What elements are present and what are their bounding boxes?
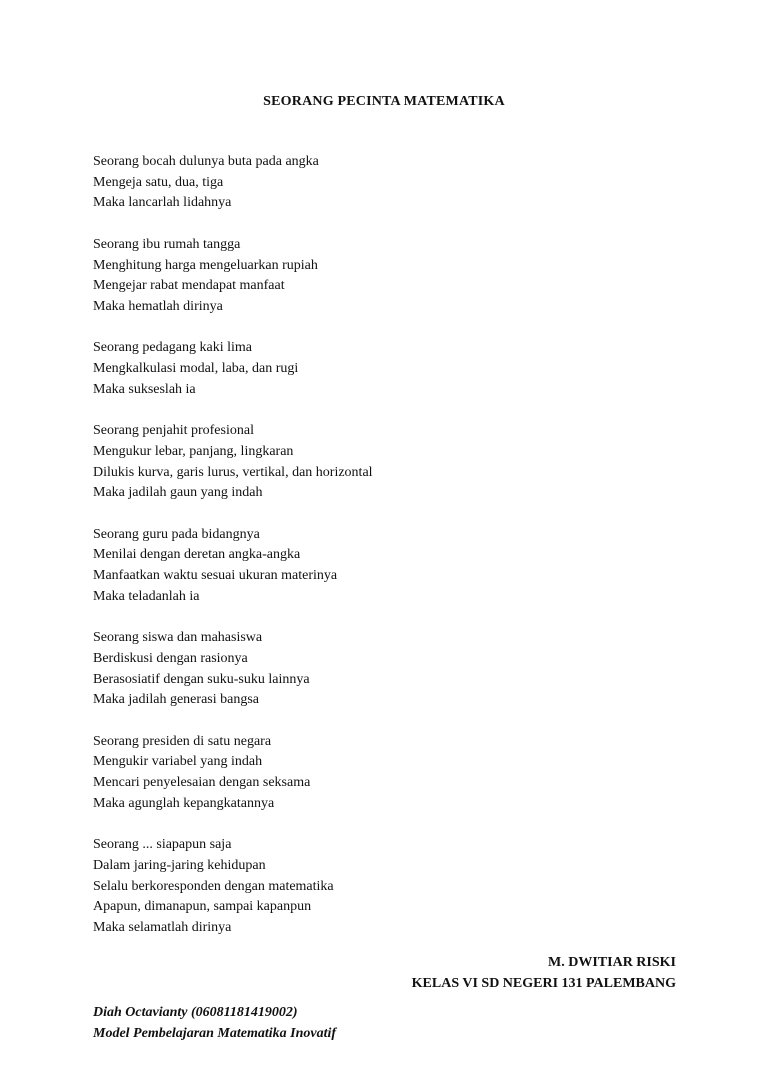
poem-line: Maka selamatlah dirinya [93,919,232,935]
poem-line: Mengkalkulasi modal, laba, dan rugi [93,361,299,376]
poem-line: Seorang ibu rumah tangga [93,236,241,252]
poem-line: Maka jadilah gaun yang indah [93,485,263,501]
poem-line: Seorang pedagang kaki lima [93,340,253,356]
poem-line: Menghitung harga mengeluarkan rupiah [93,257,318,273]
poem-line: Dalam jaring-jaring kehidupan [93,857,266,873]
poem-line: Seorang bocah dulunya buta pada angka [93,154,319,169]
document-title: SEORANG PECINTA MATEMATIKA [263,94,505,109]
stanza-6 [93,628,693,711]
poem-line: Maka agunglah kepangkatannya [93,795,275,811]
poem-line: Maka lancarlah lidahnya [93,195,232,211]
poem-line: Manfaatkan waktu sesuai ukuran materinya [93,568,338,583]
stanza-7 [93,732,693,815]
author-block [412,952,676,994]
poem-line: Selalu berkoresponden dengan matematika [93,878,334,894]
poem-line: Seorang guru pada bidangnya [93,526,260,542]
poem-line: Maka sukseslah ia [93,381,196,397]
poem-line: Mengeja satu, dua, tiga [93,174,224,190]
poem-line: Mengukir variabel yang indah [93,754,263,770]
stanza-8 [93,835,693,939]
poem-line: Maka teladanlah ia [93,588,200,604]
poem-line: Apapun, dimanapun, sampai kapanpun [93,899,312,915]
poem-line: Seorang ... siapapun saja [93,837,232,853]
footer-course: Model Pembelajaran Matematika Inovatif [93,1026,337,1041]
footer-author: Diah Octavianty (06081181419002) [93,1005,298,1020]
author-name: M. DWITIAR RISKI [548,955,676,970]
poem-line: Berdiskusi dengan rasionya [93,650,248,666]
stanza-3 [93,338,693,400]
author-class: KELAS VI SD NEGERI 131 PALEMBANG [411,976,676,991]
poem-line: Mengejar rabat mendapat manfaat [93,278,285,294]
poem-line: Seorang presiden di satu negara [93,733,272,749]
stanza-2 [93,235,693,318]
poem-line: Menilai dengan deretan angka-angka [93,547,301,563]
poem-line: Dilukis kurva, garis lurus, vertikal, dan horizontal [93,464,373,480]
stanza-5 [93,525,693,608]
stanza-1 [93,152,693,214]
poem-body [93,152,693,959]
poem-line: Mencari penyelesaian dengan seksama [93,775,311,790]
poem-line: Mengukur lebar, panjang, lingkaran [93,443,294,459]
poem-line: Seorang penjahit profesional [93,423,254,439]
poem-line: Maka hematlah dirinya [93,298,223,314]
poem-line: Maka jadilah generasi bangsa [93,692,259,708]
poem-line: Seorang siswa dan mahasiswa [93,630,263,646]
footer-block [93,1002,336,1044]
poem-line: Berasosiatif dengan suku-suku lainnya [93,671,310,687]
stanza-4 [93,421,693,504]
